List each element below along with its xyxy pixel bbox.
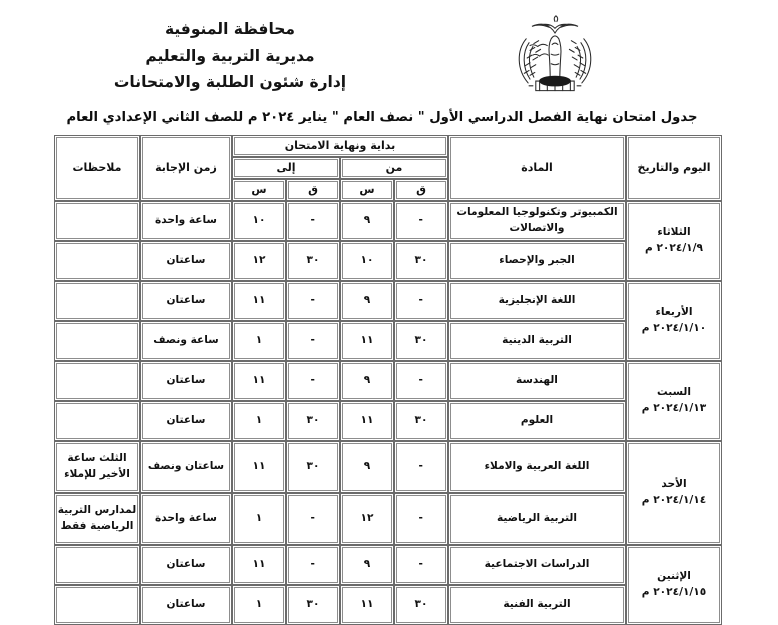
- day-name: الثلاثاء: [657, 226, 691, 239]
- cell-to-hour: ١١: [232, 281, 286, 321]
- cell-duration: ساعتان ونصف: [140, 441, 232, 493]
- cell-from-hour: ٩: [340, 201, 394, 241]
- cell-day-date: [626, 361, 722, 441]
- cell-note: [54, 361, 140, 401]
- cell-from-hour: ١١: [340, 321, 394, 361]
- cell-note: [54, 401, 140, 441]
- col-header-from-hour: س: [340, 179, 394, 201]
- cell-duration: ساعة ونصف: [140, 321, 232, 361]
- cell-to-hour: ١: [232, 493, 286, 545]
- cell-duration: ساعتان: [140, 241, 232, 281]
- cell-from-minute: -: [394, 201, 448, 241]
- col-header-to-minute: ق: [286, 179, 340, 201]
- header-text-block: [0, 8, 460, 96]
- col-header-subject: المادة: [448, 135, 626, 201]
- cell-from-hour: ١١: [340, 585, 394, 625]
- day-date: ٢٠٢٤/١/١٥ م: [641, 585, 707, 598]
- table-row: [54, 493, 722, 545]
- cell-from-hour: ٩: [340, 441, 394, 493]
- col-header-exam-start-end: بداية ونهاية الامتحان: [232, 135, 448, 157]
- cell-subject: التربية الفنية: [448, 585, 626, 625]
- col-header-notes: ملاحظات: [54, 135, 140, 201]
- table-row: [54, 401, 722, 441]
- day-name: الأحد: [661, 478, 687, 491]
- cell-day-date: [626, 201, 722, 281]
- cell-day-date: [626, 281, 722, 361]
- cell-note: [54, 281, 140, 321]
- cell-duration: ساعتان: [140, 545, 232, 585]
- table-row: [54, 321, 722, 361]
- table-row: [54, 361, 722, 401]
- cell-subject: الدراسات الاجتماعية: [448, 545, 626, 585]
- day-date: ٢٠٢٤/١/٩ م: [645, 241, 703, 254]
- cell-from-minute: -: [394, 441, 448, 493]
- cell-to-minute: ٣٠: [286, 241, 340, 281]
- cell-to-minute: -: [286, 545, 340, 585]
- cell-from-minute: ٣٠: [394, 401, 448, 441]
- cell-day-date: [626, 441, 722, 545]
- table-row: [54, 441, 722, 493]
- exam-schedule-table: [54, 135, 722, 625]
- cell-to-hour: ١١: [232, 441, 286, 493]
- cell-from-minute: -: [394, 493, 448, 545]
- cell-from-minute: ٣٠: [394, 321, 448, 361]
- header-line-governorate: محافظة المنوفية: [164, 20, 296, 38]
- table-row: [54, 201, 722, 241]
- day-date: ٢٠٢٤/١/١٠ م: [641, 321, 707, 334]
- cell-to-hour: ١: [232, 585, 286, 625]
- col-header-duration: زمن الإجابة: [140, 135, 232, 201]
- cell-note: الثلث ساعة الأخير للإملاء: [54, 441, 140, 493]
- day-name: الأربعاء: [655, 306, 693, 319]
- col-header-to: إلى: [232, 157, 340, 179]
- cell-day-date: [626, 545, 722, 625]
- cell-to-hour: ١١: [232, 545, 286, 585]
- day-date: ٢٠٢٤/١/١٤ م: [641, 493, 707, 506]
- cell-from-minute: ٣٠: [394, 241, 448, 281]
- col-header-from-minute: ق: [394, 179, 448, 201]
- table-row: [54, 281, 722, 321]
- cell-from-hour: ١٢: [340, 493, 394, 545]
- cell-to-minute: -: [286, 281, 340, 321]
- cell-from-hour: ٩: [340, 545, 394, 585]
- cell-subject: الهندسة: [448, 361, 626, 401]
- cell-to-hour: ١: [232, 401, 286, 441]
- cell-to-minute: -: [286, 321, 340, 361]
- cell-to-minute: ٣٠: [286, 441, 340, 493]
- cell-from-hour: ١٠: [340, 241, 394, 281]
- cell-duration: ساعة واحدة: [140, 493, 232, 545]
- cell-from-minute: -: [394, 361, 448, 401]
- cell-to-hour: ١٢: [232, 241, 286, 281]
- cell-to-minute: ٣٠: [286, 585, 340, 625]
- cell-to-hour: ١٠: [232, 201, 286, 241]
- table-head: [54, 135, 722, 201]
- cell-from-hour: ٩: [340, 281, 394, 321]
- cell-to-hour: ١١: [232, 361, 286, 401]
- page-title: جدول امتحان نهاية الفصل الدراسي الأول " نصف العام " يناير ٢٠٢٤ م للصف الثاني الإعدادي العام: [66, 110, 698, 125]
- cell-from-minute: -: [394, 545, 448, 585]
- cell-from-hour: ١١: [340, 401, 394, 441]
- cell-to-minute: -: [286, 201, 340, 241]
- table-row: [54, 585, 722, 625]
- cell-from-hour: ٩: [340, 361, 394, 401]
- cell-from-minute: ٣٠: [394, 585, 448, 625]
- col-header-day-date: اليوم والتاريخ: [626, 135, 722, 201]
- cell-note: لمدارس التربية الرياضية فقط: [54, 493, 140, 545]
- header-row-1: [54, 135, 722, 157]
- col-header-to-hour: س: [232, 179, 286, 201]
- cell-duration: ساعتان: [140, 585, 232, 625]
- day-name: السبت: [657, 386, 691, 399]
- header-line-department: إدارة شئون الطلبة والامتحانات: [113, 73, 347, 92]
- cell-duration: ساعتان: [140, 281, 232, 321]
- cell-subject: التربية الرياضية: [448, 493, 626, 545]
- governorate-emblem-icon: [490, 8, 620, 106]
- document-header: [0, 0, 778, 108]
- header-line-directorate: مديرية التربية والتعليم: [145, 46, 315, 65]
- cell-duration: ساعة واحدة: [140, 201, 232, 241]
- cell-note: [54, 545, 140, 585]
- cell-duration: ساعتان: [140, 401, 232, 441]
- table-body: [54, 201, 722, 625]
- cell-subject: الجبر والإحصاء: [448, 241, 626, 281]
- day-date: ٢٠٢٤/١/١٣ م: [641, 401, 707, 414]
- cell-subject: اللغة العربية والاملاء: [448, 441, 626, 493]
- cell-note: [54, 585, 140, 625]
- table-row: [54, 545, 722, 585]
- schedule-table-wrapper: [0, 135, 778, 625]
- cell-note: [54, 201, 140, 241]
- cell-subject: الكمبيوتر وتكنولوجيا المعلومات والاتصالات: [448, 201, 626, 241]
- cell-subject: التربية الدينية: [448, 321, 626, 361]
- cell-note: [54, 321, 140, 361]
- cell-from-minute: -: [394, 281, 448, 321]
- cell-to-minute: -: [286, 493, 340, 545]
- table-row: [54, 241, 722, 281]
- cell-to-minute: -: [286, 361, 340, 401]
- col-header-from: من: [340, 157, 448, 179]
- cell-subject: اللغة الإنجليزية: [448, 281, 626, 321]
- cell-duration: ساعتان: [140, 361, 232, 401]
- day-name: الإثنين: [657, 570, 691, 583]
- cell-to-hour: ١: [232, 321, 286, 361]
- cell-to-minute: ٣٠: [286, 401, 340, 441]
- cell-subject: العلوم: [448, 401, 626, 441]
- cell-note: [54, 241, 140, 281]
